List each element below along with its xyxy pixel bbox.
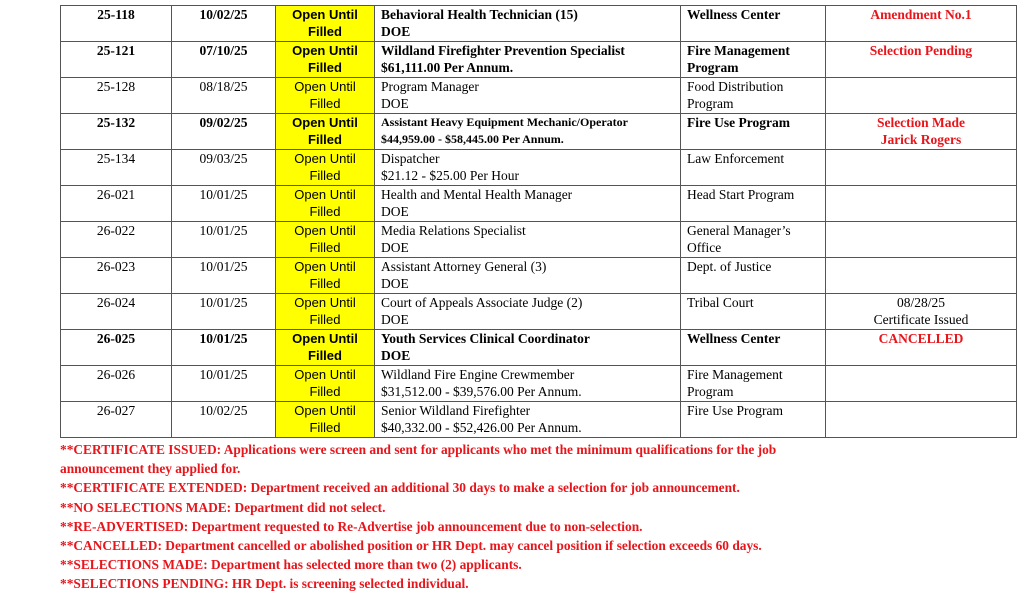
status-cell: [276, 186, 375, 222]
title-cell-line: $61,111.00 Per Annum.: [381, 60, 514, 75]
status-cell-line: Filled: [309, 96, 341, 111]
title-cell-line: DOE: [381, 240, 409, 255]
title-cell: [375, 402, 681, 438]
announcement-number: [61, 366, 172, 402]
department-cell-line: Program: [687, 96, 734, 111]
table-row: [61, 78, 1017, 114]
title-cell-line: $44,959.00 - $58,445.00 Per Annum.: [381, 132, 564, 146]
title-cell-line: $21.12 - $25.00 Per Hour: [381, 168, 519, 183]
department-cell: [681, 222, 826, 258]
legend-note: **SELECTIONS MADE: Department has selected more than two (2) applicants.: [60, 557, 522, 573]
status-cell-line: Filled: [309, 420, 341, 435]
posting-date: [172, 366, 276, 402]
department-cell: [681, 294, 826, 330]
department-cell-line: Food Distribution: [687, 79, 784, 94]
legend-note: announcement they applied for.: [60, 461, 241, 477]
title-cell-line: $40,332.00 - $52,426.00 Per Annum.: [381, 420, 582, 435]
note-cell: [826, 222, 1017, 258]
title-cell-line: DOE: [381, 348, 411, 363]
title-cell: [375, 150, 681, 186]
announcement-number-line: 26-022: [96, 223, 136, 238]
announcement-number: [61, 330, 172, 366]
announcement-number-line: 25-121: [96, 43, 136, 58]
department-cell: [681, 114, 826, 150]
title-cell-line: Behavioral Health Technician (15): [381, 7, 578, 22]
announcement-number-line: 25-128: [96, 79, 136, 94]
note-cell: [826, 6, 1017, 42]
posting-date: [172, 330, 276, 366]
status-cell-line: Open Until: [294, 403, 356, 418]
department-cell-line: Wellness Center: [687, 7, 781, 22]
status-cell-line: Filled: [308, 24, 342, 39]
department-cell: [681, 366, 826, 402]
posting-date-line: 10/01/25: [199, 367, 248, 382]
status-cell-line: Filled: [309, 384, 341, 399]
note-cell-line: Jarick Rogers: [880, 132, 962, 147]
title-cell: [375, 294, 681, 330]
table-row: [61, 402, 1017, 438]
posting-date: [172, 186, 276, 222]
title-cell-line: DOE: [381, 96, 409, 111]
title-cell: [375, 366, 681, 402]
status-cell-line: Filled: [309, 312, 341, 327]
title-cell-line: Court of Appeals Associate Judge (2): [381, 295, 583, 310]
status-cell: [276, 114, 375, 150]
department-cell: [681, 402, 826, 438]
title-cell: [375, 330, 681, 366]
department-cell-line: Tribal Court: [687, 295, 754, 310]
title-cell-line: DOE: [381, 276, 409, 291]
status-cell: [276, 330, 375, 366]
legend-notes: [60, 440, 960, 594]
status-cell: [276, 6, 375, 42]
department-cell: [681, 186, 826, 222]
status-cell-line: Open Until: [294, 259, 356, 274]
title-cell-line: Wildland Fire Engine Crewmember: [381, 367, 575, 382]
note-cell: [826, 42, 1017, 78]
status-cell-line: Open Until: [292, 43, 358, 58]
title-cell-line: Health and Mental Health Manager: [381, 187, 573, 202]
announcement-number-line: 26-023: [96, 259, 136, 274]
department-cell: [681, 258, 826, 294]
status-cell: [276, 222, 375, 258]
department-cell-line: Fire Use Program: [687, 403, 783, 418]
posting-date-line: 10/01/25: [199, 295, 248, 310]
department-cell-line: Head Start Program: [687, 187, 795, 202]
announcement-number: [61, 42, 172, 78]
announcement-number: [61, 402, 172, 438]
legend-note: **NO SELECTIONS MADE: Department did not select.: [60, 499, 386, 515]
department-cell-line: Law Enforcement: [687, 151, 785, 166]
title-cell-line: DOE: [381, 24, 411, 39]
title-cell: [375, 186, 681, 222]
posting-date-line: 10/02/25: [199, 403, 248, 418]
note-cell: [826, 78, 1017, 114]
status-cell: [276, 294, 375, 330]
note-cell: [826, 366, 1017, 402]
note-cell-line: Selection Pending: [869, 43, 973, 58]
note-cell-line: 08/28/25: [896, 295, 945, 310]
department-cell-line: General Manager’s: [687, 223, 791, 238]
posting-date: [172, 42, 276, 78]
status-cell-line: Open Until: [294, 367, 356, 382]
legend-note: **CANCELLED: Department cancelled or abolished position or HR Dept. may cancel position if selection exceeds 60 days.: [60, 538, 762, 554]
announcement-number-line: 26-027: [96, 403, 136, 418]
note-cell: [826, 402, 1017, 438]
title-cell-line: DOE: [381, 204, 409, 219]
status-cell-line: Open Until: [292, 331, 358, 346]
legend-note: **SELECTIONS PENDING: HR Dept. is screening selected individual.: [60, 576, 469, 592]
status-cell-line: Open Until: [294, 223, 356, 238]
department-cell-line: Fire Use Program: [687, 115, 790, 130]
posting-date-line: 10/02/25: [199, 7, 248, 22]
announcement-number-line: 25-134: [96, 151, 136, 166]
announcement-number: [61, 222, 172, 258]
title-cell-line: Wildland Firefighter Prevention Specialist: [381, 43, 625, 58]
status-cell-line: Filled: [308, 60, 342, 75]
announcement-number-line: 25-118: [97, 7, 135, 22]
note-cell: [826, 186, 1017, 222]
announcement-number: [61, 78, 172, 114]
announcement-number-line: 25-132: [96, 115, 136, 130]
status-cell: [276, 42, 375, 78]
title-cell-line: Media Relations Specialist: [381, 223, 526, 238]
table-row: [61, 186, 1017, 222]
announcement-number: [61, 258, 172, 294]
table-row: [61, 366, 1017, 402]
department-cell: [681, 330, 826, 366]
table-row: [61, 258, 1017, 294]
department-cell: [681, 150, 826, 186]
department-cell-line: Program: [687, 60, 739, 75]
posting-date-line: 09/03/25: [199, 151, 248, 166]
status-cell-line: Filled: [309, 204, 341, 219]
title-cell: [375, 258, 681, 294]
announcement-number-line: 26-021: [96, 187, 136, 202]
table-row: [61, 6, 1017, 42]
note-cell-line: Amendment No.1: [870, 7, 972, 22]
status-cell-line: Open Until: [294, 151, 356, 166]
status-cell-line: Open Until: [292, 7, 358, 22]
note-cell: [826, 114, 1017, 150]
posting-date: [172, 114, 276, 150]
posting-date: [172, 402, 276, 438]
status-cell: [276, 258, 375, 294]
posting-date-line: 10/01/25: [199, 223, 248, 238]
status-cell-line: Open Until: [292, 115, 358, 130]
status-cell-line: Open Until: [294, 187, 356, 202]
status-cell: [276, 402, 375, 438]
title-cell-line: $31,512.00 - $39,576.00 Per Annum.: [381, 384, 582, 399]
status-cell-line: Open Until: [294, 79, 356, 94]
title-cell-line: Dispatcher: [381, 151, 440, 166]
title-cell: [375, 114, 681, 150]
status-cell-line: Open Until: [294, 295, 356, 310]
posting-date-line: 07/10/25: [199, 43, 248, 58]
status-cell: [276, 78, 375, 114]
title-cell-line: Youth Services Clinical Coordinator: [381, 331, 590, 346]
posting-date: [172, 150, 276, 186]
announcement-number: [61, 114, 172, 150]
posting-date: [172, 258, 276, 294]
posting-date: [172, 222, 276, 258]
department-cell-line: Office: [687, 240, 722, 255]
note-cell: [826, 294, 1017, 330]
title-cell-line: Assistant Heavy Equipment Mechanic/Operator: [381, 115, 628, 129]
title-cell: [375, 222, 681, 258]
posting-date-line: 10/01/25: [199, 187, 248, 202]
table-row: [61, 114, 1017, 150]
note-cell: [826, 330, 1017, 366]
title-cell: [375, 78, 681, 114]
legend-note: **CERTIFICATE EXTENDED: Department received an additional 30 days to make a selection for job announcement.: [60, 480, 740, 496]
department-cell: [681, 6, 826, 42]
status-cell-line: Filled: [308, 348, 342, 363]
table-row: [61, 150, 1017, 186]
note-cell: [826, 150, 1017, 186]
posting-date-line: 08/18/25: [199, 79, 248, 94]
note-cell-line: Certificate Issued: [873, 312, 969, 327]
status-cell-line: Filled: [309, 168, 341, 183]
note-cell: [826, 258, 1017, 294]
legend-note: **RE-ADVERTISED: Department requested to Re-Advertise job announcement due to non-selection.: [60, 518, 643, 534]
table-row: [61, 222, 1017, 258]
department-cell-line: Fire Management: [687, 367, 783, 382]
posting-date-line: 10/01/25: [199, 331, 248, 346]
announcement-number-line: 26-024: [96, 295, 136, 310]
job-announcements-table: [60, 5, 1017, 438]
department-cell-line: Program: [687, 384, 734, 399]
posting-date: [172, 294, 276, 330]
announcement-number-line: 26-025: [96, 331, 136, 346]
title-cell: [375, 6, 681, 42]
status-cell-line: Filled: [309, 276, 341, 291]
posting-date: [172, 78, 276, 114]
posting-date-line: 09/02/25: [199, 115, 248, 130]
posting-date-line: 10/01/25: [199, 259, 248, 274]
department-cell: [681, 42, 826, 78]
table-row: [61, 42, 1017, 78]
announcement-number: [61, 150, 172, 186]
table-row: [61, 294, 1017, 330]
posting-date: [172, 6, 276, 42]
status-cell-line: Filled: [309, 240, 341, 255]
department-cell-line: Fire Management: [687, 43, 790, 58]
announcement-number-line: 26-026: [96, 367, 136, 382]
department-cell-line: Dept. of Justice: [687, 259, 772, 274]
announcement-number: [61, 6, 172, 42]
legend-note: **CERTIFICATE ISSUED: Applications were screen and sent for applicants who met the minimum qualifications for the job: [60, 442, 777, 457]
department-cell-line: Wellness Center: [687, 331, 781, 346]
table-row: [61, 330, 1017, 366]
department-cell: [681, 78, 826, 114]
note-cell-line: Selection Made: [876, 115, 966, 130]
title-cell-line: Assistant Attorney General (3): [381, 259, 547, 274]
announcement-number: [61, 186, 172, 222]
status-cell: [276, 366, 375, 402]
note-cell-line: CANCELLED: [878, 331, 964, 346]
title-cell: [375, 42, 681, 78]
title-cell-line: DOE: [381, 312, 409, 327]
title-cell-line: Senior Wildland Firefighter: [381, 403, 531, 418]
status-cell-line: Filled: [308, 132, 342, 147]
status-cell: [276, 150, 375, 186]
title-cell-line: Program Manager: [381, 79, 479, 94]
announcement-number: [61, 294, 172, 330]
